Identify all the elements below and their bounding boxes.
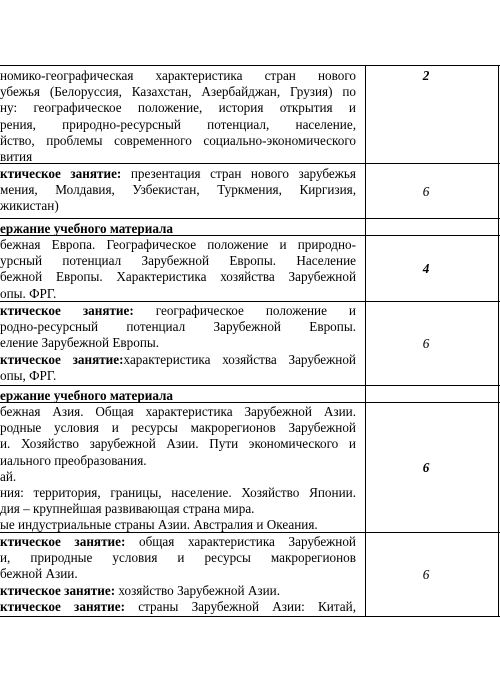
topic-cell [0, 164, 356, 221]
topic-cell [0, 403, 356, 534]
hours-cell [371, 403, 481, 533]
table-row [0, 532, 500, 617]
topic-cell [0, 533, 356, 618]
text-line: ые индустриальные страны Азии. Австралия и Океания. [0, 517, 318, 533]
text-line: иального преобразования. [0, 452, 147, 468]
text-line [0, 303, 356, 319]
text-line: бежной Европы. Характеристика хозяйства Зарубежной [0, 269, 356, 285]
practice-text: характеристика хозяйства Зарубежной [123, 351, 356, 367]
table-row [0, 301, 500, 386]
text-line: ай. [0, 468, 17, 484]
hours-value: 6 [422, 567, 430, 582]
text-line: вития [0, 149, 33, 165]
practice-text: страны Зарубежной Азии: Китай, [125, 598, 356, 614]
practice-label: ктическое занятие: [0, 303, 134, 318]
text-line: и, природные условия и ресурсы макрорегионов [0, 550, 356, 566]
practice-text: хозяйство Зарубежной Азии. [115, 582, 281, 598]
practice-label: ктическое занятие: [0, 351, 124, 367]
table-row [0, 402, 500, 533]
text-line: бежной Азии. [0, 566, 78, 582]
practice-text: презентация стран нового зарубежья [121, 166, 356, 181]
text-line: номико-географическая характеристика стран нового [0, 68, 356, 83]
text-line: родные условия и ресурсы макрорегионов Зарубежной [0, 420, 356, 436]
practice-text: географическое положение и [133, 303, 356, 318]
text-line: дия – крупнейшая развивающая страна мира. [0, 501, 255, 517]
text-line: и. Хозяйство зарубежной Азии. Пути экономического и [0, 436, 356, 452]
section-header-row [0, 385, 500, 403]
table-row [0, 235, 500, 302]
hours-value: 6 [422, 183, 430, 199]
hours-value: 4 [422, 261, 430, 276]
section-header-row [0, 218, 500, 236]
text-line: рения, природно-ресурсный потенциал, население, [0, 116, 356, 132]
hours-cell [371, 236, 481, 302]
practice-label: ктическое занятие: [0, 582, 116, 598]
text-line: мения, Молдавия, Узбекистан, Туркмения, Киргизия, [0, 182, 356, 198]
section-header: ержание учебного материала [0, 388, 174, 403]
text-line [0, 534, 356, 550]
text-line: ния: территория, границы, население. Хозяйство Японии. [0, 485, 356, 501]
topic-cell [0, 302, 356, 387]
text-line: урсный потенциал Зарубежной Европы. Население [0, 253, 356, 269]
section-header: ержание учебного материала [0, 221, 174, 236]
text-line: йство, проблемы современного социально-экономического [0, 132, 356, 148]
text-line: бежная Европа. Географическое положение и природно- [0, 237, 356, 252]
hours-cell [371, 164, 481, 219]
text-line: еление Зарубежной Европы. [0, 335, 160, 351]
column-divider [498, 65, 499, 616]
hours-value: 2 [422, 68, 430, 83]
text-line: убежья (Белоруссия, Казахстан, Азербайджан, Грузия) по [0, 84, 356, 100]
text-line: родно-ресурсный потенциал Зарубежной Европы. [0, 319, 356, 335]
practice-text: общая характеристика Зарубежной [125, 534, 356, 549]
hours-cell [371, 533, 481, 617]
table-row [0, 65, 500, 164]
hours-value: 6 [422, 460, 430, 475]
text-line: опы. ФРГ. [0, 285, 57, 301]
text-line: ну: географическое положение, история открытия и [0, 100, 356, 116]
table-bottom-border [0, 616, 500, 617]
text-line: жикистан) [0, 198, 59, 214]
practice-label: ктическое занятие: [0, 598, 126, 614]
practice-label: ктическое занятие: [0, 166, 122, 181]
text-line: бежная Азия. Общая характеристика Зарубежной Азии. [0, 404, 356, 419]
text-line [0, 352, 356, 368]
hours-cell [371, 302, 481, 386]
table-row [0, 163, 500, 219]
practice-label: ктическое занятие: [0, 534, 126, 549]
text-line [0, 583, 356, 599]
text-line [0, 599, 356, 615]
topic-cell [0, 236, 356, 303]
topic-cell [0, 66, 356, 166]
text-line [0, 166, 356, 182]
text-line: опы, ФРГ. [0, 367, 57, 383]
hours-cell [371, 66, 481, 166]
hours-value: 6 [422, 336, 430, 351]
column-divider [365, 65, 366, 616]
